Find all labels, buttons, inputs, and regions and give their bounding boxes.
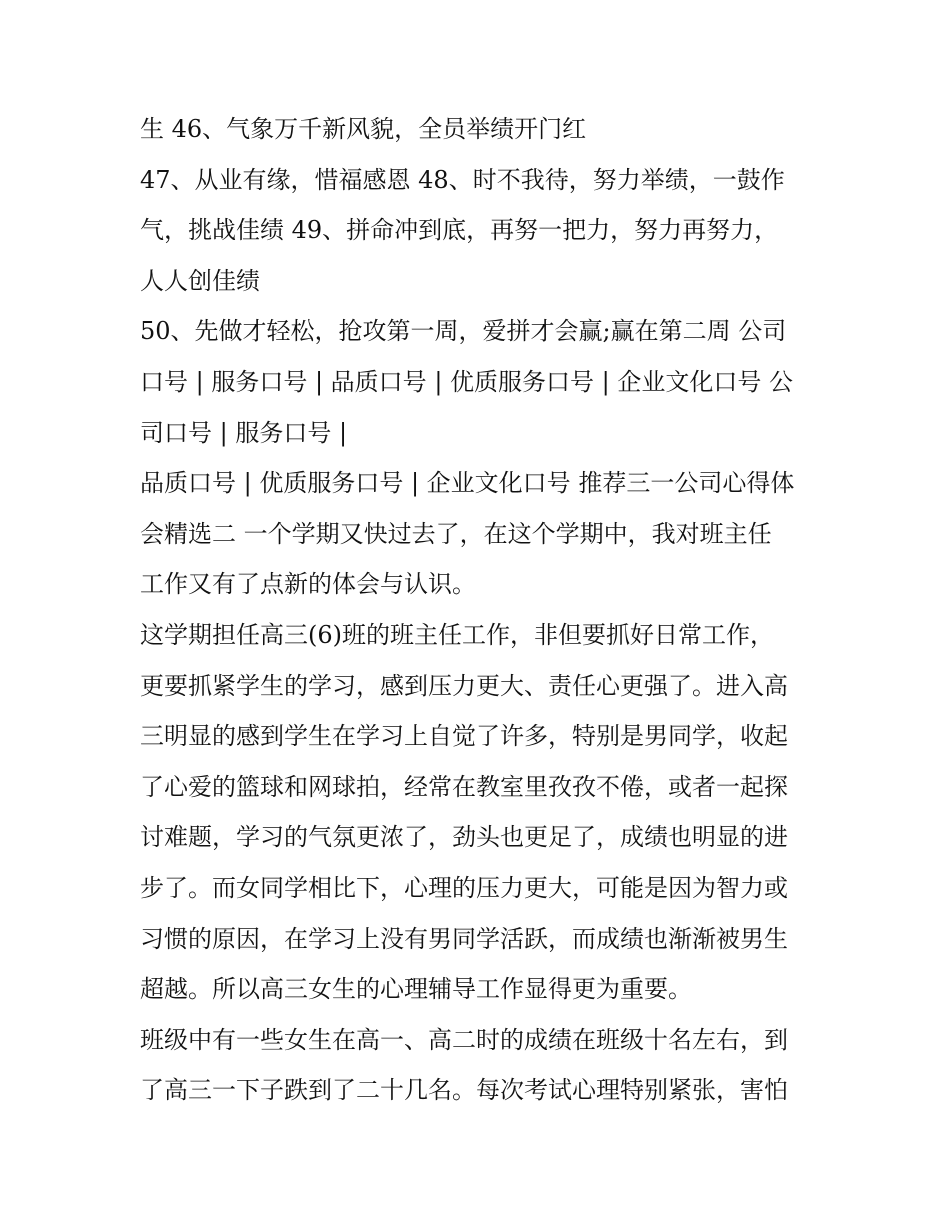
text-line: 习惯的原因，在学习上没有男同学活跃，而成绩也渐渐被男生 [140,924,788,953]
text-line: 了心爱的篮球和网球拍，经常在教室里孜孜不倦，或者一起探 [140,772,788,801]
text-line: 超越。所以高三女生的心理辅导工作显得更为重要。 [140,975,692,1004]
text-line: 47、从业有缘，惜福感恩 48、时不我待，努力举绩，一鼓作 [140,165,785,194]
paragraph-recommendation [140,458,820,610]
text-line: 品质口号 | 优质服务口号 | 企业文化口号 推荐三一公司心得体 [140,469,795,498]
text-line: 口号 | 服务口号 | 品质口号 | 优质服务口号 | 企业文化口号 公 [140,367,794,396]
paragraph-slogan-46 [140,104,820,155]
text-line: 了高三一下子跌到了二十几名。每次考试心理特别紧张，害怕 [140,1076,788,1105]
text-line: 讨难题，学习的气氛更浓了，劲头也更足了，成绩也明显的进 [140,823,788,852]
text-line: 班级中有一些女生在高一、高二时的成绩在班级十名左右，到 [140,1025,788,1054]
text-line: 生 46、气象万千新风貌，全员举绩开门红 [140,115,587,143]
text-line: 司口号 | 服务口号 | [140,418,348,447]
text-line: 气，挑战佳绩 49、拼命冲到底，再努一把力，努力再努力， [140,216,779,245]
document-body [140,104,820,1116]
text-line: 这学期担任高三(6)班的班主任工作，非但要抓好日常工作， [140,620,774,649]
text-line: 步了。而女同学相比下，心理的压力更大，可能是因为智力或 [140,873,788,902]
paragraph-slogan-50 [140,306,820,458]
text-line: 会精选二 一个学期又快过去了，在这个学期中，我对班主任 [140,519,772,548]
text-line: 三明显的感到学生在学习上自觉了许多，特别是男同学，收起 [140,722,788,751]
paragraph-class-work [140,610,820,1015]
paragraph-female-students [140,1015,820,1116]
paragraph-slogan-47-49 [140,155,820,307]
text-line: 工作又有了点新的体会与认识。 [140,570,476,599]
text-line: 人人创佳绩 [140,266,260,295]
text-line: 更要抓紧学生的学习，感到压力更大、责任心更强了。进入高 [140,671,788,700]
text-line: 50、先做才轻松，抢攻第一周，爱拼才会赢;赢在第二周 公司 [140,317,787,346]
